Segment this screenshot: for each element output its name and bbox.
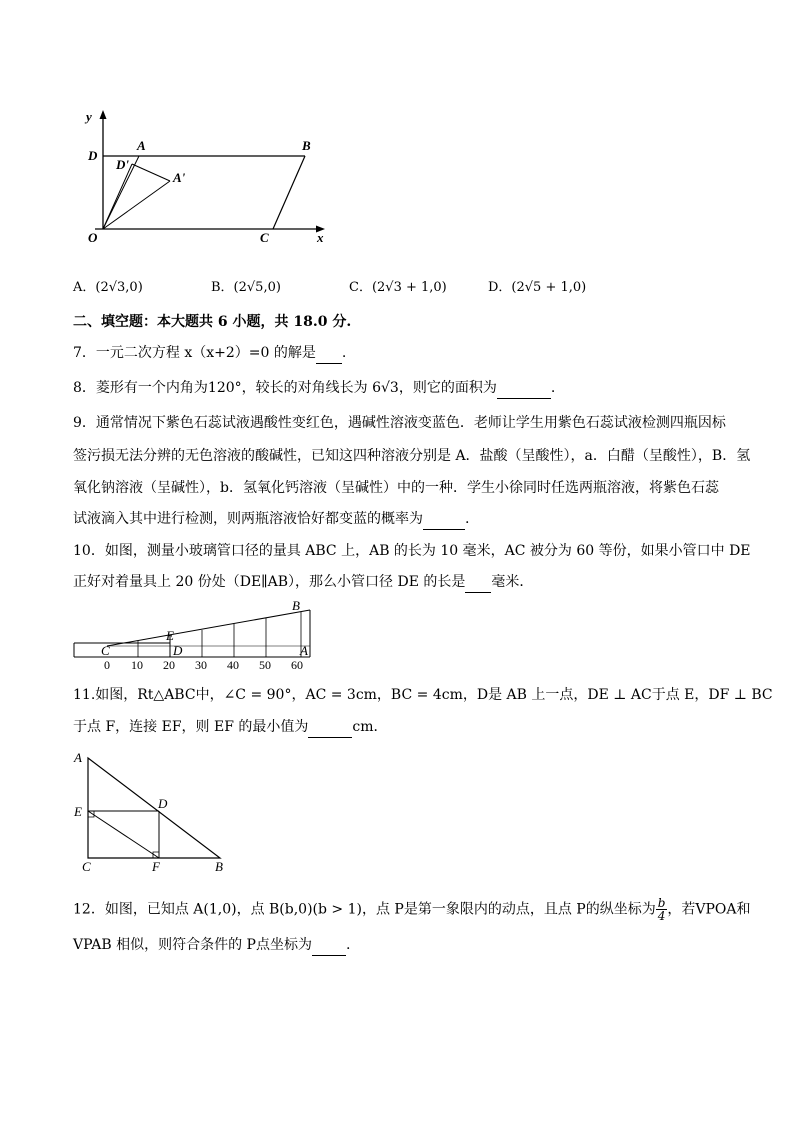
segment-EF <box>88 811 159 858</box>
edge-BC <box>273 156 305 229</box>
question-12-line-2-end: . <box>345 937 351 953</box>
question-10-line-2-end: 毫米． <box>491 574 534 590</box>
question-9-end: . <box>465 511 470 527</box>
question-10-line-2 <box>73 572 533 593</box>
question-11-line-1: 11.如图，Rt△ABC中，∠C = 90°，AC = 3cm，BC = 4cm，D是 AB 上一点，DE ⊥ AC于点 E，DF ⊥ BC <box>73 687 773 703</box>
triangle-label-E: E <box>74 804 82 819</box>
fraction-denominator: 4 <box>657 909 666 923</box>
question-7-text: 7．一元二次方程 x（x+2）=0 的解是 <box>73 345 316 361</box>
triangle-label-B: B <box>215 859 223 874</box>
label-y-axis: y <box>86 109 92 124</box>
label-origin-O: O <box>88 230 98 245</box>
label-point-D: D <box>88 148 98 163</box>
question-9-line-4 <box>73 509 469 530</box>
question-10-line-1: 10．如图，测量小玻璃管口径的量具 ABC 上，AB 的长为 10 毫米，AC 被分为 60 等份，如果小管口中 DE <box>73 543 751 559</box>
question-11-line-2-text: 于点 F，连接 EF，则 EF 的最小值为 <box>73 719 309 735</box>
gauge-label-E: E <box>166 628 174 643</box>
question-11-line-2 <box>73 717 388 738</box>
option-a: A．(2√3,0) <box>73 280 143 295</box>
label-point-A: A <box>137 138 146 153</box>
segment-D-prime-A-prime <box>132 164 170 181</box>
triangle-label-D: D <box>158 796 168 811</box>
option-b: B．(2√5,0) <box>211 280 281 295</box>
tick-label-10: 10 <box>131 658 143 672</box>
triangle-ABC <box>88 758 220 858</box>
question-12-line-2 <box>73 935 350 956</box>
question-8-end: . <box>550 380 556 396</box>
gauge-figure <box>70 598 320 674</box>
triangle-label-F: F <box>152 859 160 874</box>
tick-label-20: 20 <box>163 658 175 672</box>
triangle-figure-svg <box>70 748 240 876</box>
label-point-A-prime: A' <box>173 170 186 185</box>
label-point-D-prime: D' <box>116 157 129 172</box>
question-12-line-1 <box>73 897 751 922</box>
question-10-blank <box>465 572 491 593</box>
question-10-line-2-text: 正好对着量具上 20 份处（DE∥AB），那么小管口径 DE 的长是 <box>73 574 466 590</box>
triangle-figure <box>70 748 240 876</box>
option-d: D．(2√5 + 1,0) <box>488 280 587 295</box>
question-12-fraction <box>656 897 668 922</box>
gauge-label-C: C <box>101 643 110 658</box>
question-12-blank <box>312 935 346 956</box>
question-9-line-1: 9．通常情况下紫色石蕊试液遇酸性变红色，遇碱性溶液变蓝色．老师让学生用紫色石蕊试液检测四瓶因标 <box>73 415 726 431</box>
tick-label-50: 50 <box>259 658 271 672</box>
label-x-axis: x <box>317 230 324 245</box>
question-8-blank <box>497 378 551 399</box>
gauge-hypotenuse-CB <box>107 610 310 646</box>
triangle-label-C: C <box>82 859 91 874</box>
question-12-line-2-text: VPAB 相似，则符合条件的 P点坐标为 <box>73 937 312 953</box>
gauge-label-D: D <box>173 643 183 658</box>
section-heading: 二、填空题：本大题共 6 小题，共 18.0 分. <box>73 314 352 330</box>
question-11-line-2-end: cm． <box>352 719 388 735</box>
y-axis-arrow <box>100 110 107 119</box>
segment-OD-prime <box>103 164 132 229</box>
question-11-blank <box>308 717 352 738</box>
coordinate-figure <box>80 108 340 248</box>
label-point-C: C <box>260 230 269 245</box>
triangle-label-A: A <box>74 750 82 765</box>
question-9-line-2: 签污损无法分辨的无色溶液的酸碱性，已知这四种溶液分别是 A．盐酸（呈酸性），a．白醋（呈酸性），B．氢 <box>73 448 751 464</box>
question-7 <box>73 343 346 364</box>
question-7-end: . <box>341 345 347 361</box>
tick-label-60: 60 <box>291 658 303 672</box>
tick-label-40: 40 <box>227 658 239 672</box>
question-8 <box>73 378 555 399</box>
question-7-blank <box>316 343 342 364</box>
label-point-B: B <box>302 138 311 153</box>
coordinate-figure-svg <box>80 108 340 248</box>
question-9-blank <box>423 509 465 530</box>
segment-OA-prime <box>103 181 170 229</box>
gauge-label-B: B <box>292 598 300 613</box>
tick-label-0: 0 <box>104 658 110 672</box>
gauge-label-A: A <box>300 643 308 658</box>
option-c: C．(2√3 + 1,0) <box>349 280 447 295</box>
tick-label-30: 30 <box>195 658 207 672</box>
question-12-text: 12．如图，已知点 A(1,0)，点 B(b,0)(b > 1)，点 P是第一象限内的动点，且点 P的纵坐标为 <box>73 901 656 918</box>
question-12-post: ，若VPOA和 <box>667 901 751 918</box>
question-9-line-3: 氧化钠溶液（呈碱性），b．氢氧化钙溶液（呈碱性）中的一种．学生小徐同时任选两瓶溶液，将紫色石蕊 <box>73 480 719 496</box>
question-9-line-4-text: 试液滴入其中进行检测，则两瓶溶液恰好都变蓝的概率为 <box>73 511 423 527</box>
fraction-numerator: b <box>657 896 666 910</box>
question-8-text: 8．菱形有一个内角为120°，较长的对角线长为 6√3，则它的面积为 <box>73 380 497 396</box>
